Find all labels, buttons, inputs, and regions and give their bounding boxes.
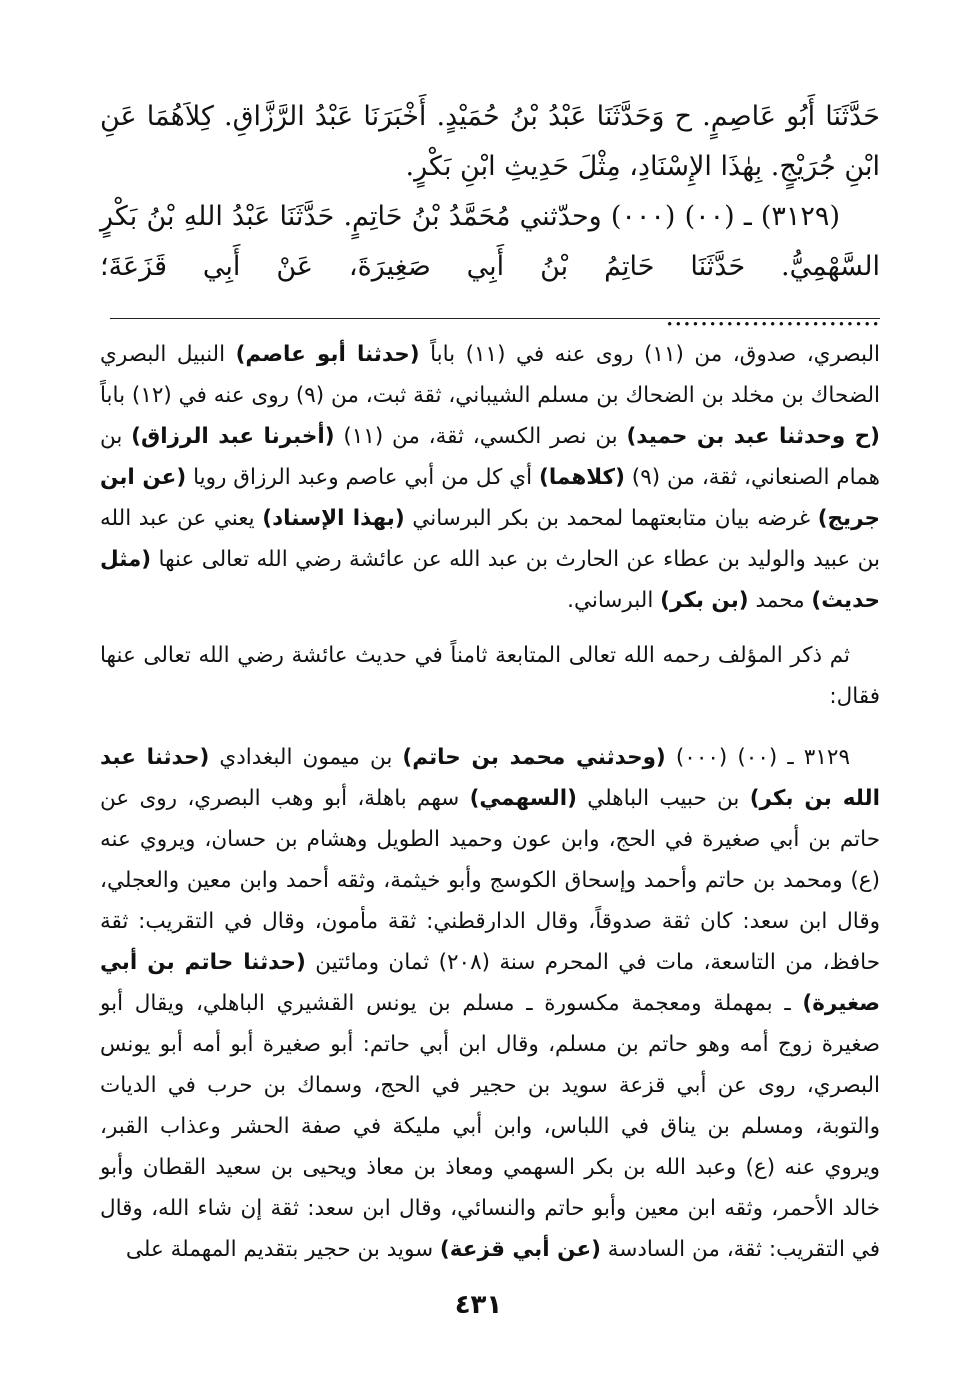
commentary-text: بن نصر الكسي، ثقة، من (١١): [334, 424, 627, 449]
commentary: [100, 334, 880, 1270]
commentary-text: غرضه بيان متابعتهما لمحمد بن بكر البرساني: [404, 506, 818, 531]
commentary-paragraph-3: [100, 737, 880, 1270]
bold-quote: (بن بكر): [660, 588, 749, 613]
bold-quote: (حدثنا حاتم بن أبي صغيرة): [100, 950, 880, 1016]
bold-quote: (حدثنا عبد الله بن بكر): [100, 745, 880, 811]
bold-quote: (مثل حديث): [100, 547, 880, 613]
commentary-text: النبيل البصري الضحاك بن مخلد بن الضحاك بن مسلم الشيباني، ثقة ثبت، من (٩) روى عنه في (١٢) باباً: [100, 342, 880, 408]
hadith-text: [100, 92, 880, 342]
bold-quote: (بهذا الإسناد): [262, 506, 405, 531]
commentary-text: بن حبيب الباهلي: [576, 786, 750, 811]
bold-quote: (ح وحدثنا عبد بن حميد): [626, 424, 880, 449]
bold-quote: (عن ابن جريج): [100, 465, 880, 531]
bold-quote: (أخبرنا عبد الرزاق): [131, 424, 335, 449]
commentary-text: ـ بمهملة ومعجمة مكسورة ـ مسلم بن يونس القشيري الباهلي، ويقال أبو صغيرة زوج أمه وهو حاتم بن مسلم، وقال ابن أبي حاتم: أبو صغيرة أبو أمه أبو يونس البصري، روى عن أبي قزعة سويد بن حجير في الحج، وسماك بن حرب في الديات والتوبة، ومسلم بن يناق في اللباس، وابن أبي مليكة في صفة الحشر وعذاب القبر، ويروي عنه (ع) وعبد الله بن بكر السهمي ومعاذ بن معاذ ويحيى بن سعيد القطان وأبو خالد الأحمر، وثقه ابن معين وأبو حاتم والنسائي، وقال ابن سعد: ثقة إن شاء الله، وقال في التقريب: ثقة، من السادسة: [100, 991, 880, 1262]
commentary-text: ٣١٢٩ ـ (٠٠) (٠٠٠): [665, 745, 850, 770]
hadith-line-1: حَدَّثَنَا أَبُو عَاصِمٍ. ح وَحَدَّثَنَا عَبْدُ بْنُ حُمَيْدٍ. أَخْبَرَنَا عَبْدُ الرَّزَّاقِ. كِلاَهُمَا عَنِ ابْنِ جُرَيْجٍ. بِهٰذَا الإِسْنَادِ، مِثْلَ حَدِيثِ ابْنِ بَكْرٍ.: [100, 101, 880, 182]
commentary-text: سويد بن حجير بتقديم المهملة على: [125, 1237, 440, 1262]
commentary-text: البرساني.: [567, 588, 661, 613]
commentary-paragraph-1: [100, 334, 880, 621]
page-number: ٤٣١: [454, 1290, 503, 1320]
commentary-text: سهم باهلة، أبو وهب البصري، روى عن حاتم بن أبي صغيرة في الحج، وابن عون وحميد الطويل وهشام بن حسان، ويروي عنه (ع) ومحمد بن حاتم وأحمد وإسحاق الكوسج وأبو خيثمة، وثقه أحمد وابن معين والعجلي، وقال ابن سعد: كان ثقة صدوقاً، وقال الدارقطني: ثقة مأمون، وقال في التقريب: ثقة حافظ، من التاسعة، مات في المحرم سنة (٢٠٨) ثمان ومائتين: [100, 786, 880, 975]
bold-quote: (عن أبي قزعة): [439, 1237, 601, 1262]
bold-quote: (حدثنا أبو عاصم): [235, 342, 420, 367]
commentary-text: البصري، صدوق، من (١١) روى عنه في (١١) باباً: [419, 342, 880, 367]
commentary-text: بن همام الصنعاني، ثقة، من (٩): [100, 424, 880, 490]
commentary-text: يعني عن عبد الله بن عبيد والوليد بن عطاء عن الحارث بن عبد الله عن عائشة رضي الله تعالى عنها: [100, 506, 880, 572]
commentary-text: محمد: [748, 588, 812, 613]
bold-quote: (وحدثني محمد بن حاتم): [402, 745, 666, 770]
commentary-paragraph-2: [100, 635, 880, 717]
commentary-text: ثم ذكر المؤلف رحمه الله تعالى المتابعة ثامناً في حديث عائشة رضي الله تعالى عنها فقال:: [100, 643, 880, 709]
bold-quote: (السهمي): [469, 786, 577, 811]
commentary-text: بن ميمون البغدادي: [209, 745, 403, 770]
bold-quote: (كلاهما): [539, 465, 625, 490]
commentary-text: أي كل من أبي عاصم وعبد الرزاق رويا: [186, 465, 540, 490]
separator-rule: [110, 318, 880, 319]
hadith-line-2: (٣١٢٩) ـ (٠٠) (٠٠٠) وحدّثني مُحَمَّدُ بْنُ حَاتِمٍ. حَدَّثَنَا عَبْدُ اللهِ بْنُ بَكْرٍ السَّهْمِيُّ. حَدَّثَنَا حَاتِمُ بْنُ أَبِي صَغِيرَةَ، عَنْ أَبِي قَزَعَةَ؛ .........................: [100, 201, 880, 332]
